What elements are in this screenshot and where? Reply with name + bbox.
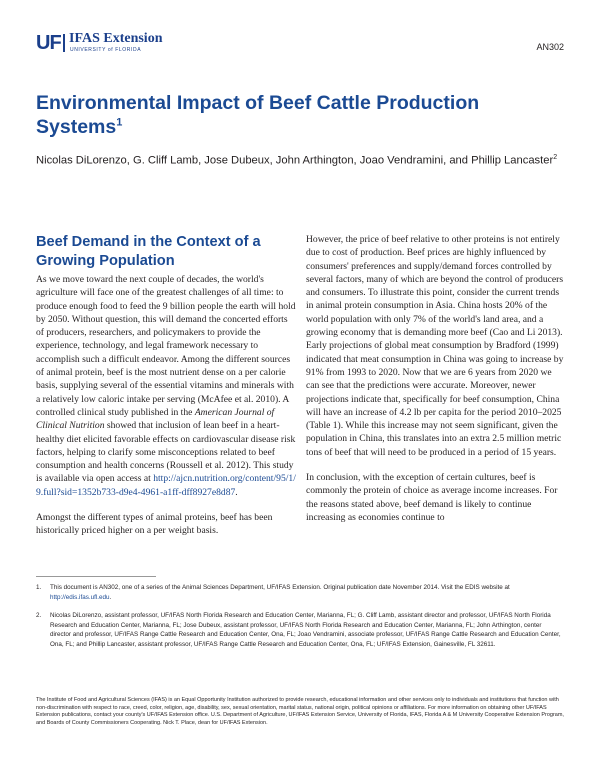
- paragraph-text: As we move toward the next couple of decades, the world's agriculture will face one of the greatest challenges of all time: to produce enough food to feed the 9 billion people the earth will hold by 2050. Without question, this will demand the concerted efforts of producers, researchers, and policymakers to provide the experience, technology, and legal framework necessary to accomplish such a difficult endeavor. Among the different sources of animal protein, beef is the most nutrient dense on a per calorie basis, supplying several of the essential vitamins and minerals with a relatively low caloric intake per serving (McAfee et al. 2010). A controlled clinical study published in the: [36, 274, 296, 418]
- paragraph-text: showed that inclusion of lean beef in a heart-healthy diet elicited favorable effects on cardiovascular disease risk factors, helping to clarify some misconceptions related to beef consumption and health concerns (Roussell et al. 2012). This study is available via open access at: [36, 420, 296, 485]
- uf-logo-mark: UF: [36, 32, 61, 54]
- journal-title: American Journal of Clinical Nutrition: [36, 406, 275, 432]
- logo-name: IFAS Extension: [69, 31, 163, 46]
- section-heading: Beef Demand in the Context of a Growing Population: [36, 234, 261, 269]
- page-title: [36, 91, 556, 139]
- disclaimer: The Institute of Food and Agricultural Sciences (IFAS) is an Equal Opportunity Institution authorized to provide research, educational information and other services only to individuals and institutions that function with non-discrimination with respect to race, creed, color, religion, age, disability, sex, sexual orientation, marital status, national origin, political opinions or affiliations. For more information on obtaining other UF/IFAS Extension publications, contact your county's UF/IFAS Extension office. U.S. Department of Agriculture, UF/IFAS Extension Service, University of Florida, IFAS, Florida A & M University Cooperative Extension Program, and Boards of County Commissioners Cooperating. Nick T. Place, dean for UF/IFAS Extension.: [36, 697, 564, 726]
- paragraph-end: .: [235, 486, 238, 498]
- logo-divider: [63, 34, 65, 52]
- footnote-number: 1.: [36, 584, 42, 591]
- study-link[interactable]: http://ajcn.nutrition.org/content/95/1/9.full?sid=1352b733-d9e4-4961-a1ff-dff8927e8d87: [36, 473, 296, 498]
- paragraph: [36, 273, 296, 499]
- authors-text: Nicolas DiLorenzo, G. Cliff Lamb, Jose Dubeux, John Arthington, Joao Vendramini, and Phillip Lancaster: [36, 154, 554, 167]
- paragraph: However, the price of beef relative to other proteins is not entirely due to cost of production. Beef prices are highly influenced by consumers' preferences and supply/demand forces controlled by several factors, many of which are beyond the control of producers and consumers. To illustrate this point, consider the current trends in animal protein consumption in Asia. China hosts 20% of the world population with only 7% of the world's land area, and a growing economy that is demanding more beef (Cao and Li 2013). Early projections of global meat consumption by Bradford (1999) indicated that meat consumption in China was going to increase by 91% from 1993 to 2020. Now that we are 6 years from 2020 we can see that the predictions were accurate. Moreover, newer projections indicate that, specifically for beef consumption, China will have an increase of 4.2 lb per capita for the period 2010–2025 (Table 1). While this increase may not seem significant, given the population in China, this translates into an extra 2.5 million metric tons of beef that will need to be produced in a period of 15 years.: [306, 234, 564, 458]
- footnote-text: This document is AN302, one of a series of the Animal Sciences Department, UF/IFAS Extension. Original publication date November 2014. Visit the EDIS website at: [50, 584, 510, 591]
- footnote-item: [36, 583, 564, 602]
- footnote-text: Nicolas DiLorenzo, assistant professor, UF/IFAS North Florida Research and Education Center, Marianna, FL; G. Cliff Lamb, assistant director and professor, UF/IFAS North Florida Research and Education Center, Marianna, FL; Jose Dubeux, assistant professor, UF/IFAS North Florida Research and Education Center, Marianna, FL; John Arthington, center director and professor, UF/IFAS Range Cattle Research and Education Center, Ona, FL; Joao Vendramini, associate professor, UF/IFAS Range Cattle Research and Education Center, Ona, FL; and Phillip Lancaster, assistant professor, UF/IFAS Range Cattle Research and Education Center, Ona, FL; UF/IFAS Extension, Gainesville, FL 32611.: [50, 612, 561, 648]
- authors-footnote-mark[interactable]: 2: [553, 154, 558, 161]
- left-column: [36, 233, 296, 548]
- logo-university: UNIVERSITY of FLORIDA: [70, 47, 142, 53]
- title-footnote-mark[interactable]: 1: [116, 116, 123, 129]
- paragraph: In conclusion, with the exception of certain cultures, beef is commonly the protein of choice as average income increases. For the reasons stated above, beef demand is likely to continue increasing as economies continue to: [306, 472, 558, 523]
- author-list: [36, 150, 576, 169]
- footnote-divider: [36, 576, 156, 577]
- title-text: Environmental Impact of Beef Cattle Production Systems: [36, 92, 480, 138]
- footnote-number: 2.: [36, 612, 42, 620]
- edis-link[interactable]: http://edis.ifas.ufl.edu: [50, 593, 110, 601]
- right-column: [306, 233, 566, 534]
- footnotes: [36, 583, 564, 659]
- footnote-item: [36, 611, 564, 649]
- footnote-end: .: [109, 593, 112, 601]
- paragraph: Amongst the different types of animal proteins, beef has been historically priced higher on a per weight basis.: [36, 512, 273, 537]
- document-id: AN302: [536, 42, 564, 52]
